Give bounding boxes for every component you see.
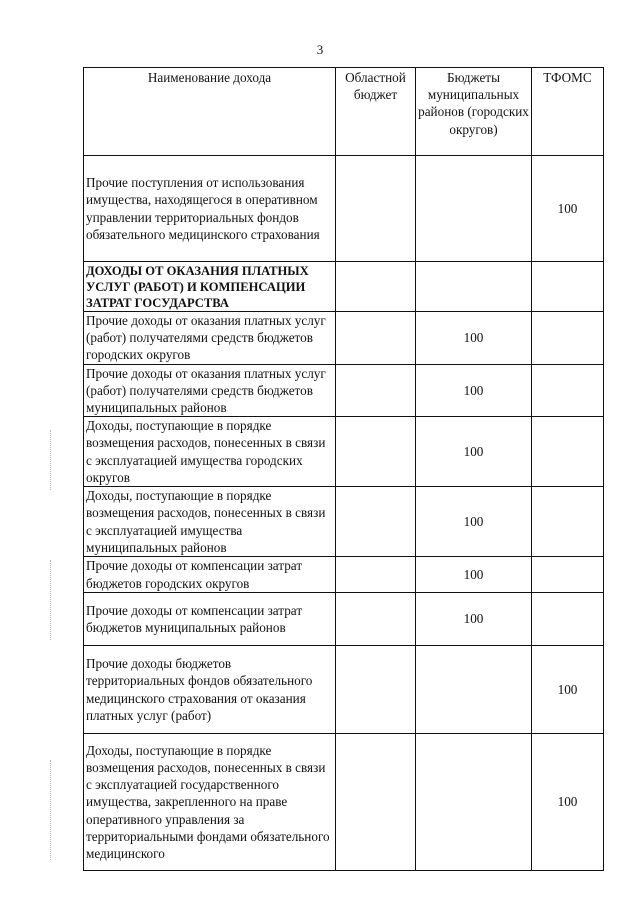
- table-row: [84, 593, 604, 646]
- table-row: [84, 734, 604, 871]
- municipal-value-cell: [416, 262, 532, 312]
- tfoms-value-cell: [532, 593, 604, 646]
- regional-value-cell: [336, 156, 416, 262]
- income-name-cell: Доходы, поступающие в порядке возмещения расходов, понесенных в связи с эксплуатацией имущества муниципальных районов: [84, 487, 336, 557]
- regional-value-cell: [336, 646, 416, 734]
- table-row: [84, 487, 604, 557]
- scan-margin-mark: [50, 430, 52, 490]
- income-distribution-table: [83, 67, 604, 871]
- header-municipal-budgets: Бюджеты муниципальных районов (городских округов): [416, 68, 532, 156]
- section-heading-cell: ДОХОДЫ ОТ ОКАЗАНИЯ ПЛАТНЫХ УСЛУГ (РАБОТ) И КОМПЕНСАЦИИ ЗАТРАТ ГОСУДАРСТВА: [84, 262, 336, 312]
- header-regional-budget: Областной бюджет: [336, 68, 416, 156]
- table-header-row: [84, 68, 604, 156]
- regional-value-cell: [336, 364, 416, 417]
- tfoms-value-cell: 100: [532, 646, 604, 734]
- table-row: [84, 364, 604, 417]
- tfoms-value-cell: 100: [532, 734, 604, 871]
- municipal-value-cell: [416, 156, 532, 262]
- municipal-value-cell: 100: [416, 557, 532, 593]
- income-name-cell: Доходы, поступающие в порядке возмещения расходов, понесенных в связи с эксплуатацией имущества городских округов: [84, 417, 336, 487]
- income-name-cell: Прочие доходы бюджетов территориальных фондов обязательного медицинского страхования от оказания платных услуг (работ): [84, 646, 336, 734]
- table-row: [84, 156, 604, 262]
- income-name-cell: Прочие доходы от оказания платных услуг (работ) получателями средств бюджетов городских округов: [84, 312, 336, 365]
- header-tfoms: ТФОМС: [532, 68, 604, 156]
- tfoms-value-cell: [532, 557, 604, 593]
- header-income-name: Наименование дохода: [84, 68, 336, 156]
- regional-value-cell: [336, 557, 416, 593]
- municipal-value-cell: [416, 646, 532, 734]
- municipal-value-cell: 100: [416, 417, 532, 487]
- table-row: [84, 262, 604, 312]
- page-number: 3: [316, 42, 324, 57]
- tfoms-value-cell: [532, 364, 604, 417]
- tfoms-value-cell: 100: [532, 156, 604, 262]
- table-row: [84, 557, 604, 593]
- regional-value-cell: [336, 417, 416, 487]
- municipal-value-cell: [416, 734, 532, 871]
- regional-value-cell: [336, 593, 416, 646]
- income-name-cell: Прочие доходы от оказания платных услуг (работ) получателями средств бюджетов муниципальных районов: [84, 364, 336, 417]
- income-name-cell: Прочие поступления от использования имущества, находящегося в оперативном управлении территориальных фондов обязательного медицинского страхования: [84, 156, 336, 262]
- scan-margin-mark: [50, 760, 52, 860]
- scan-margin-mark: [50, 560, 52, 640]
- income-name-cell: Прочие доходы от компенсации затрат бюджетов муниципальных районов: [84, 593, 336, 646]
- municipal-value-cell: 100: [416, 593, 532, 646]
- table-row: [84, 646, 604, 734]
- tfoms-value-cell: [532, 487, 604, 557]
- income-name-cell: Прочие доходы от компенсации затрат бюджетов городских округов: [84, 557, 336, 593]
- municipal-value-cell: 100: [416, 364, 532, 417]
- income-name-cell: Доходы, поступающие в порядке возмещения расходов, понесенных в связи с эксплуатацией государственного имущества, закрепленного на праве оперативного управления за территориальными фондами обязательного медицинского: [84, 734, 336, 871]
- tfoms-value-cell: [532, 417, 604, 487]
- regional-value-cell: [336, 262, 416, 312]
- regional-value-cell: [336, 734, 416, 871]
- regional-value-cell: [336, 312, 416, 365]
- municipal-value-cell: 100: [416, 487, 532, 557]
- table-row: [84, 312, 604, 365]
- municipal-value-cell: 100: [416, 312, 532, 365]
- regional-value-cell: [336, 487, 416, 557]
- tfoms-value-cell: [532, 262, 604, 312]
- tfoms-value-cell: [532, 312, 604, 365]
- table-row: [84, 417, 604, 487]
